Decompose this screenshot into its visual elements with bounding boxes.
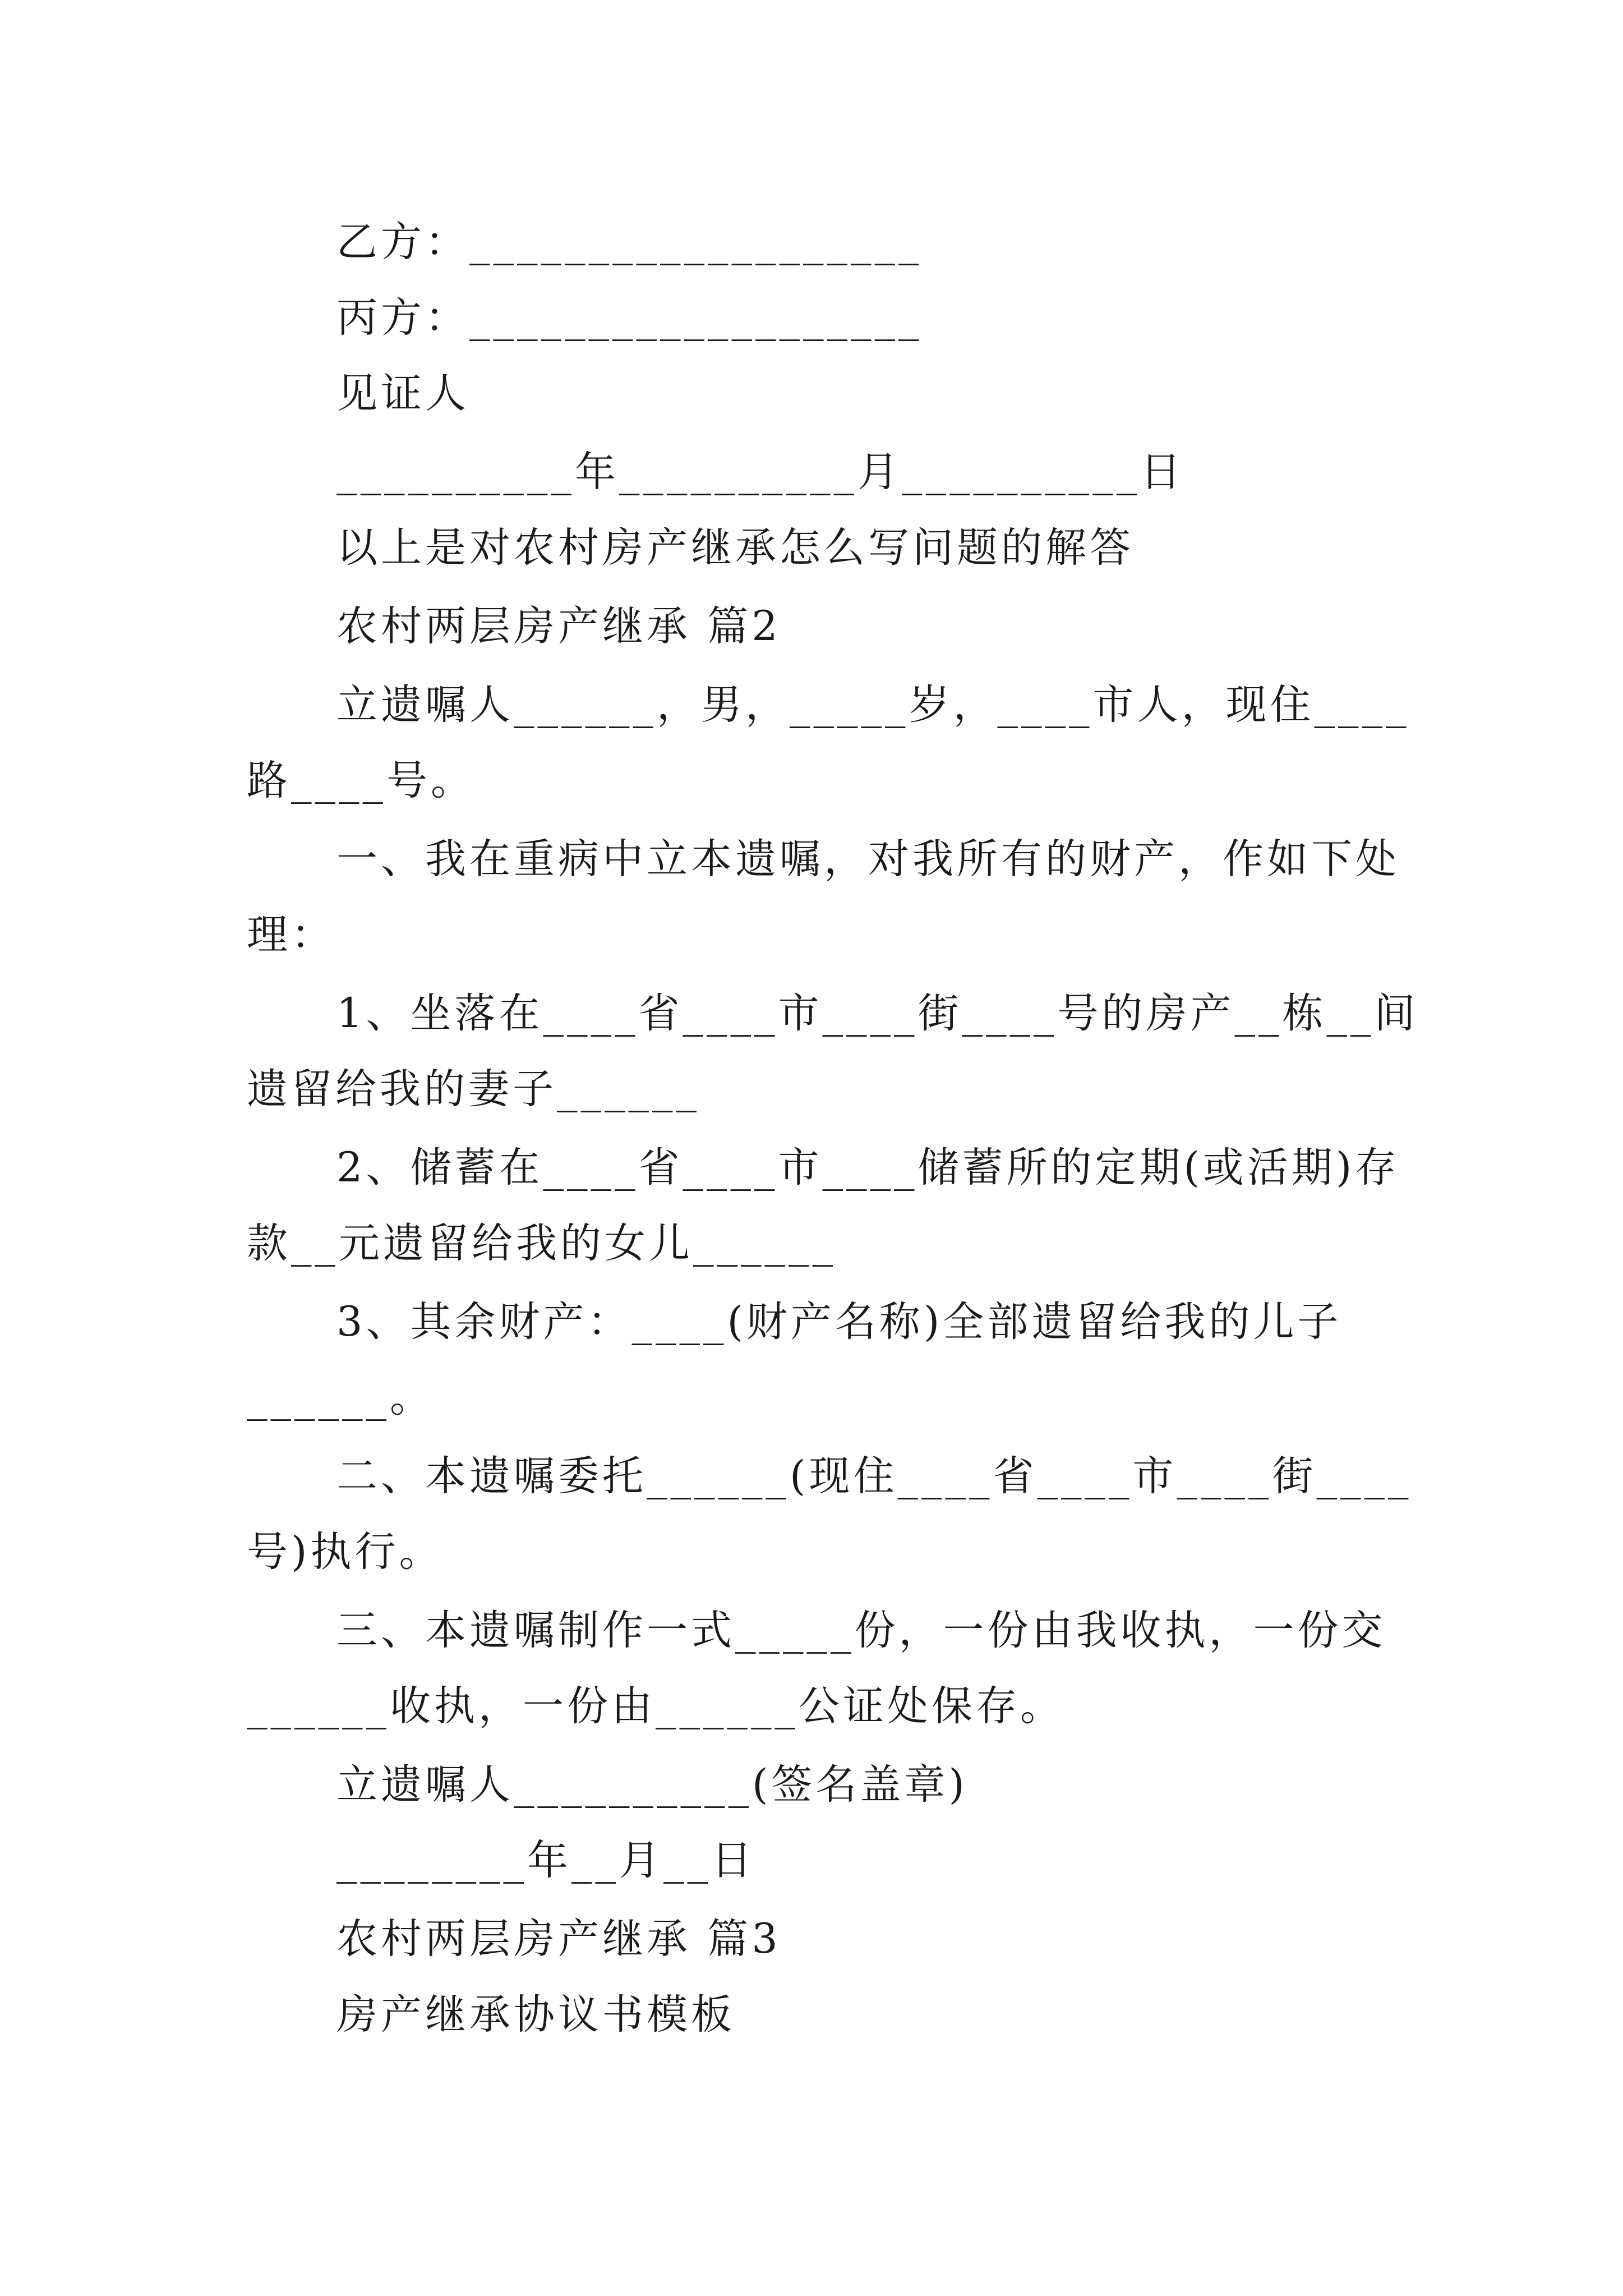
paragraph-line: 路____号。 <box>247 757 475 804</box>
paragraph-line: 遗留给我的妻子______ <box>247 1065 700 1113</box>
party-c-line: 丙方：___________________ <box>336 294 923 342</box>
paragraph-line: ______。 <box>247 1374 434 1421</box>
section-heading-3: 农村两层房产继承 篇3 <box>336 1915 781 1963</box>
summary-line: 以上是对农村房产继承怎么写问题的解答 <box>336 524 1134 572</box>
paragraph-line: 号)执行。 <box>247 1528 444 1576</box>
paragraph-line: 2、储蓄在____省____市____储蓄所的定期(或活期)存 <box>336 1144 1400 1191</box>
paragraph-line: 立遗嘱人______，男，_____岁，____市人，现住____ <box>336 681 1410 729</box>
paragraph-line: 理： <box>247 911 335 959</box>
party-b-line: 乙方：___________________ <box>336 218 923 266</box>
paragraph-line: 3、其余财产：____(财产名称)全部遗留给我的儿子 <box>336 1298 1342 1346</box>
paragraph-line: 三、本遗嘱制作一式_____份，一份由我收执，一份交 <box>336 1607 1386 1654</box>
template-title: 房产继承协议书模板 <box>336 1991 735 2039</box>
date-line: __________年__________月__________日 <box>336 448 1184 496</box>
paragraph-line: ______收执，一份由______公证处保存。 <box>247 1682 1064 1730</box>
witness-line: 见证人 <box>336 370 469 417</box>
paragraph-line: 1、坐落在____省____市____街____号的房产__栋__间 <box>336 990 1419 1037</box>
signature-date-line: ________年__月__日 <box>336 1837 755 1884</box>
paragraph-line: 二、本遗嘱委托______(现住____省____市____街____ <box>336 1452 1412 1500</box>
paragraph-line: 款__元遗留给我的女儿______ <box>247 1220 836 1267</box>
signature-line: 立遗嘱人__________(签名盖章) <box>336 1761 968 1809</box>
paragraph-line: 一、我在重病中立本遗嘱，对我所有的财产，作如下处 <box>336 835 1400 883</box>
section-heading-2: 农村两层房产继承 篇2 <box>336 602 781 650</box>
